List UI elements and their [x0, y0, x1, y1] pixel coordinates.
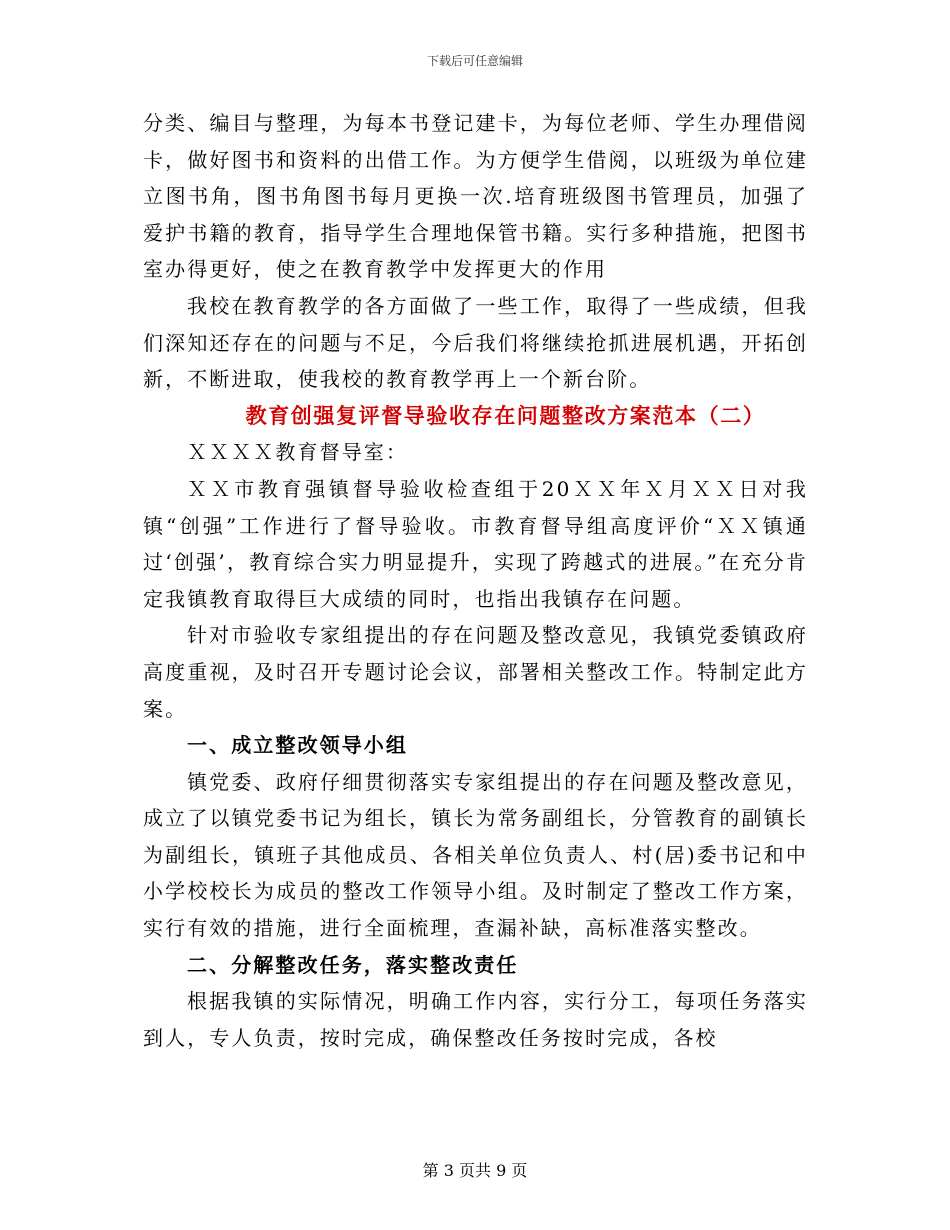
document-body: [143, 105, 808, 1056]
paragraph-response: 针对市验收专家组提出的存在问题及整改意见，我镇党委镇政府高度重视，及时召开专题讨论会议，部署相关整改工作。特制定此方案。: [143, 623, 808, 721]
document-title: 教育创强复评督导验收存在问题整改方案范本（二）: [245, 402, 766, 428]
page-header-note: 下载后可任意编辑: [426, 54, 523, 68]
salutation: ＸＸＸＸ教育督导室：: [187, 440, 408, 465]
paragraph-task-assignment: 根据我镇的实际情况，明确工作内容，实行分工，每项任务落实到人，专人负责，按时完成，确保整改任务按时完成，各校: [143, 989, 808, 1050]
section-heading-1: 一、成立整改领导小组: [187, 733, 408, 758]
paragraph-leadership-group: 镇党委、政府仔细贯彻落实专家组提出的存在问题及整改意见，成立了以镇党委书记为组长，镇长为常务副组长，分管教育的副镇长为副组长，镇班子其他成员、各相关单位负责人、村(居)委书记和中小学校校长为成员的整改工作领导小组。及时制定了整改工作方案，实行有效的措施，进行全面梳理，查漏补缺，高标准落实整改。: [143, 769, 808, 941]
section-heading-2: 二、分解整改任务，落实整改责任: [187, 952, 519, 977]
paragraph-conclusion: 我校在教育教学的各方面做了一些工作，取得了一些成绩，但我们深知还存在的问题与不足，今后我们将继续抢抓进展机遇，开拓创新，不断进取，使我校的教育教学再上一个新台阶。: [143, 293, 808, 392]
paragraph-inspection: ＸＸ市教育强镇督导验收检查组于20ＸＸ年Ｘ月ＸＸ日对我镇“创强”工作进行了督导验收。市教育督导组高度评价“ＸＸ镇通过‘创强’，教育综合实力明显提升，实现了跨越式的进展。”在充分肯定我镇教育取得巨大成绩的同时，也指出我镇存在问题。: [143, 476, 808, 611]
paragraph-library-work: 分类、编目与整理，为每本书登记建卡，为每位老师、学生办理借阅卡，做好图书和资料的出借工作。为方便学生借阅，以班级为单位建立图书角，图书角图书每月更换一次.培育班级图书管理员，加强了爱护书籍的教育，指导学生合理地保管书籍。实行多种措施，把图书室办得更好，使之在教育教学中发挥更大的作用: [143, 111, 808, 282]
page-number: 第 3 页共 9 页: [422, 1161, 528, 1180]
